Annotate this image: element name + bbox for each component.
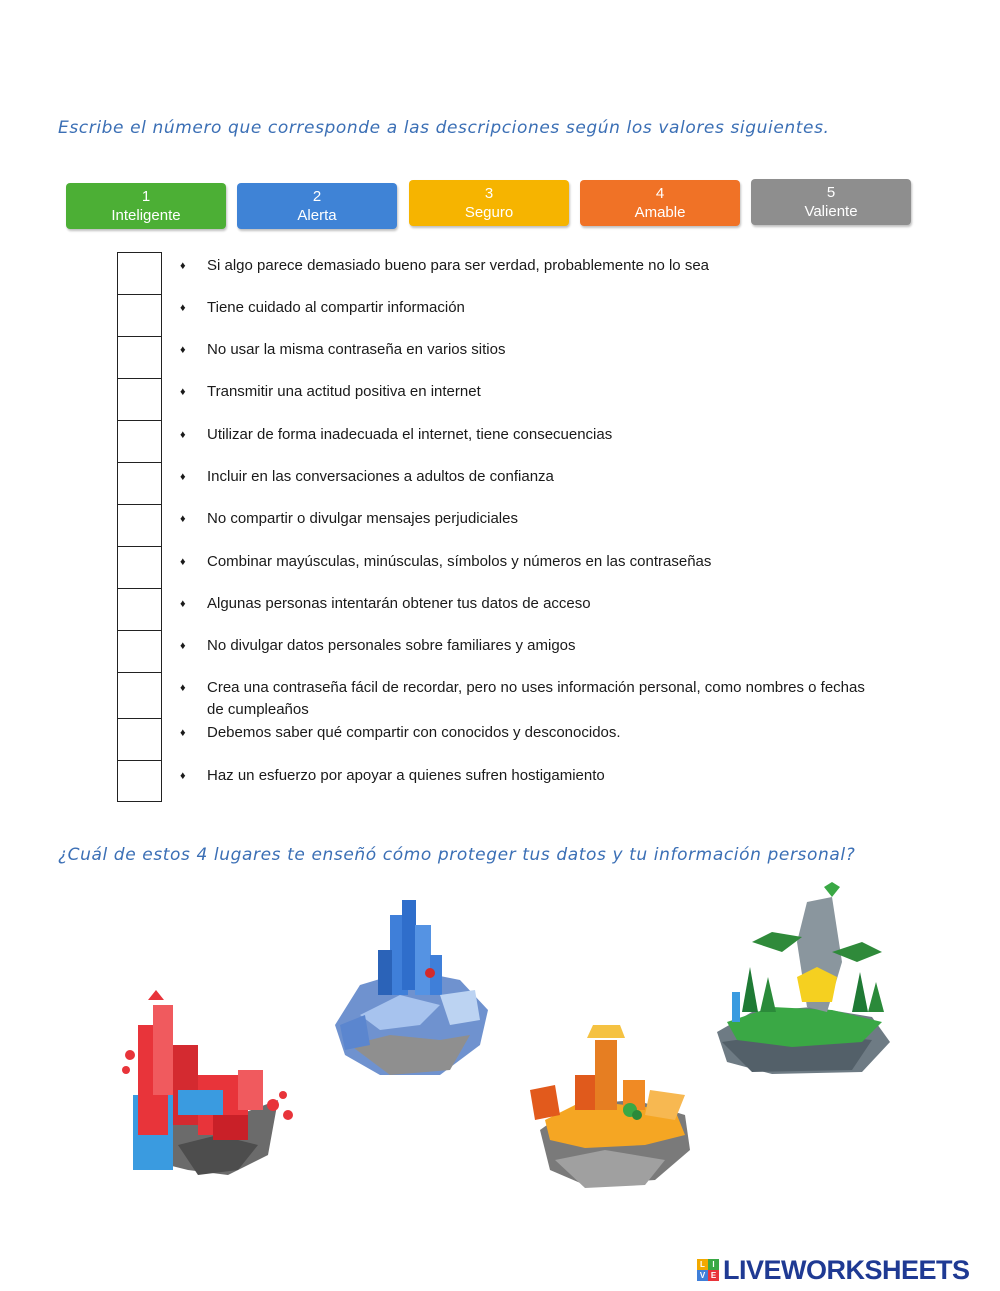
value-label: Alerta xyxy=(297,207,337,224)
statement-text: Haz un esfuerzo por apoyar a quienes sufren hostigamiento xyxy=(207,767,605,784)
statement-text: Combinar mayúsculas, minúsculas, símbolos y números en las contraseñas xyxy=(207,553,712,570)
green-island-image[interactable] xyxy=(712,882,892,1077)
statement-text: Algunas personas intentarán obtener tus datos de acceso xyxy=(207,595,591,612)
statement-item xyxy=(180,466,870,488)
bullet-diamond-icon: ♦ xyxy=(180,513,186,525)
statement-text: No compartir o divulgar mensajes perjudiciales xyxy=(207,510,518,527)
answer-box[interactable] xyxy=(117,378,162,420)
statement-item xyxy=(180,339,870,361)
statement-text: Utilizar de forma inadecuada el internet, tiene consecuencias xyxy=(207,426,613,443)
value-tile-3 xyxy=(409,180,569,226)
answer-box[interactable] xyxy=(117,672,162,718)
statement-item xyxy=(180,722,870,744)
value-tile-1 xyxy=(66,183,226,229)
bullet-diamond-icon: ♦ xyxy=(180,260,186,272)
value-label: Valiente xyxy=(804,203,858,220)
answer-box[interactable] xyxy=(117,630,162,672)
answer-box[interactable] xyxy=(117,546,162,588)
statement-text: Debemos saber qué compartir con conocidos y desconocidos. xyxy=(207,724,621,741)
bullet-diamond-icon: ♦ xyxy=(180,556,186,568)
logo-mark-letter: E xyxy=(708,1270,719,1281)
bullet-diamond-icon: ♦ xyxy=(180,682,186,694)
value-number: 5 xyxy=(826,184,836,201)
bullet-diamond-icon: ♦ xyxy=(180,770,186,782)
bullet-diamond-icon: ♦ xyxy=(180,386,186,398)
instruction-match: Escribe el número que corresponde a las descripciones según los valores siguientes. xyxy=(58,118,830,138)
bullet-diamond-icon: ♦ xyxy=(180,640,186,652)
bullet-diamond-icon: ♦ xyxy=(180,471,186,483)
orange-island-image[interactable] xyxy=(525,1020,695,1190)
value-label: Inteligente xyxy=(111,207,181,224)
value-label: Seguro xyxy=(464,204,514,221)
statement-text: Tiene cuidado al compartir información xyxy=(207,299,465,316)
answer-box[interactable] xyxy=(117,420,162,462)
statement-text: No usar la misma contraseña en varios sitios xyxy=(207,341,506,358)
statement-item xyxy=(180,677,870,721)
answer-box[interactable] xyxy=(117,462,162,504)
statement-item xyxy=(180,424,870,446)
value-tile-2 xyxy=(237,183,397,229)
answer-box[interactable] xyxy=(117,760,162,802)
answer-box[interactable] xyxy=(117,588,162,630)
logo-text: LIVEWORKSHEETS xyxy=(723,1254,970,1285)
statement-text: Crea una contraseña fácil de recordar, pero no uses información personal, como nombres o fechas de cumpleaños xyxy=(207,679,865,718)
logo-mark-letter: L xyxy=(697,1259,708,1270)
bullet-diamond-icon: ♦ xyxy=(180,344,186,356)
liveworksheets-logo xyxy=(697,1254,970,1286)
answer-box[interactable] xyxy=(117,336,162,378)
statement-item xyxy=(180,551,870,573)
bullet-diamond-icon: ♦ xyxy=(180,598,186,610)
bullet-diamond-icon: ♦ xyxy=(180,302,186,314)
value-number: 1 xyxy=(141,188,151,205)
value-tile-5 xyxy=(751,179,911,225)
statement-text: No divulgar datos personales sobre familiares y amigos xyxy=(207,637,576,654)
value-tile-4 xyxy=(580,180,740,226)
logo-mark-icon xyxy=(697,1259,719,1281)
statement-text: Transmitir una actitud positiva en internet xyxy=(207,383,481,400)
statement-item xyxy=(180,593,870,615)
answer-box[interactable] xyxy=(117,718,162,760)
blue-island-image[interactable] xyxy=(330,895,490,1080)
bullet-diamond-icon: ♦ xyxy=(180,727,186,739)
answer-box[interactable] xyxy=(117,252,162,294)
bullet-diamond-icon: ♦ xyxy=(180,429,186,441)
value-number: 3 xyxy=(484,185,494,202)
statement-item xyxy=(180,381,870,403)
statement-item xyxy=(180,635,870,657)
statement-text: Si algo parece demasiado bueno para ser verdad, probablemente no lo sea xyxy=(207,257,710,274)
value-number: 2 xyxy=(312,188,322,205)
logo-mark-letter: I xyxy=(708,1259,719,1270)
answer-box[interactable] xyxy=(117,504,162,546)
statement-item xyxy=(180,765,870,787)
answer-box[interactable] xyxy=(117,294,162,336)
statement-item xyxy=(180,297,870,319)
value-number: 4 xyxy=(655,185,665,202)
statement-item xyxy=(180,508,870,530)
red-island-image[interactable] xyxy=(118,985,308,1180)
statement-item xyxy=(180,255,870,277)
logo-mark-letter: V xyxy=(697,1270,708,1281)
answer-column xyxy=(117,252,162,802)
value-label: Amable xyxy=(634,204,686,221)
instruction-places: ¿Cuál de estos 4 lugares te enseñó cómo proteger tus datos y tu información personal? xyxy=(58,845,856,865)
statement-text: Incluir en las conversaciones a adultos de confianza xyxy=(207,468,554,485)
